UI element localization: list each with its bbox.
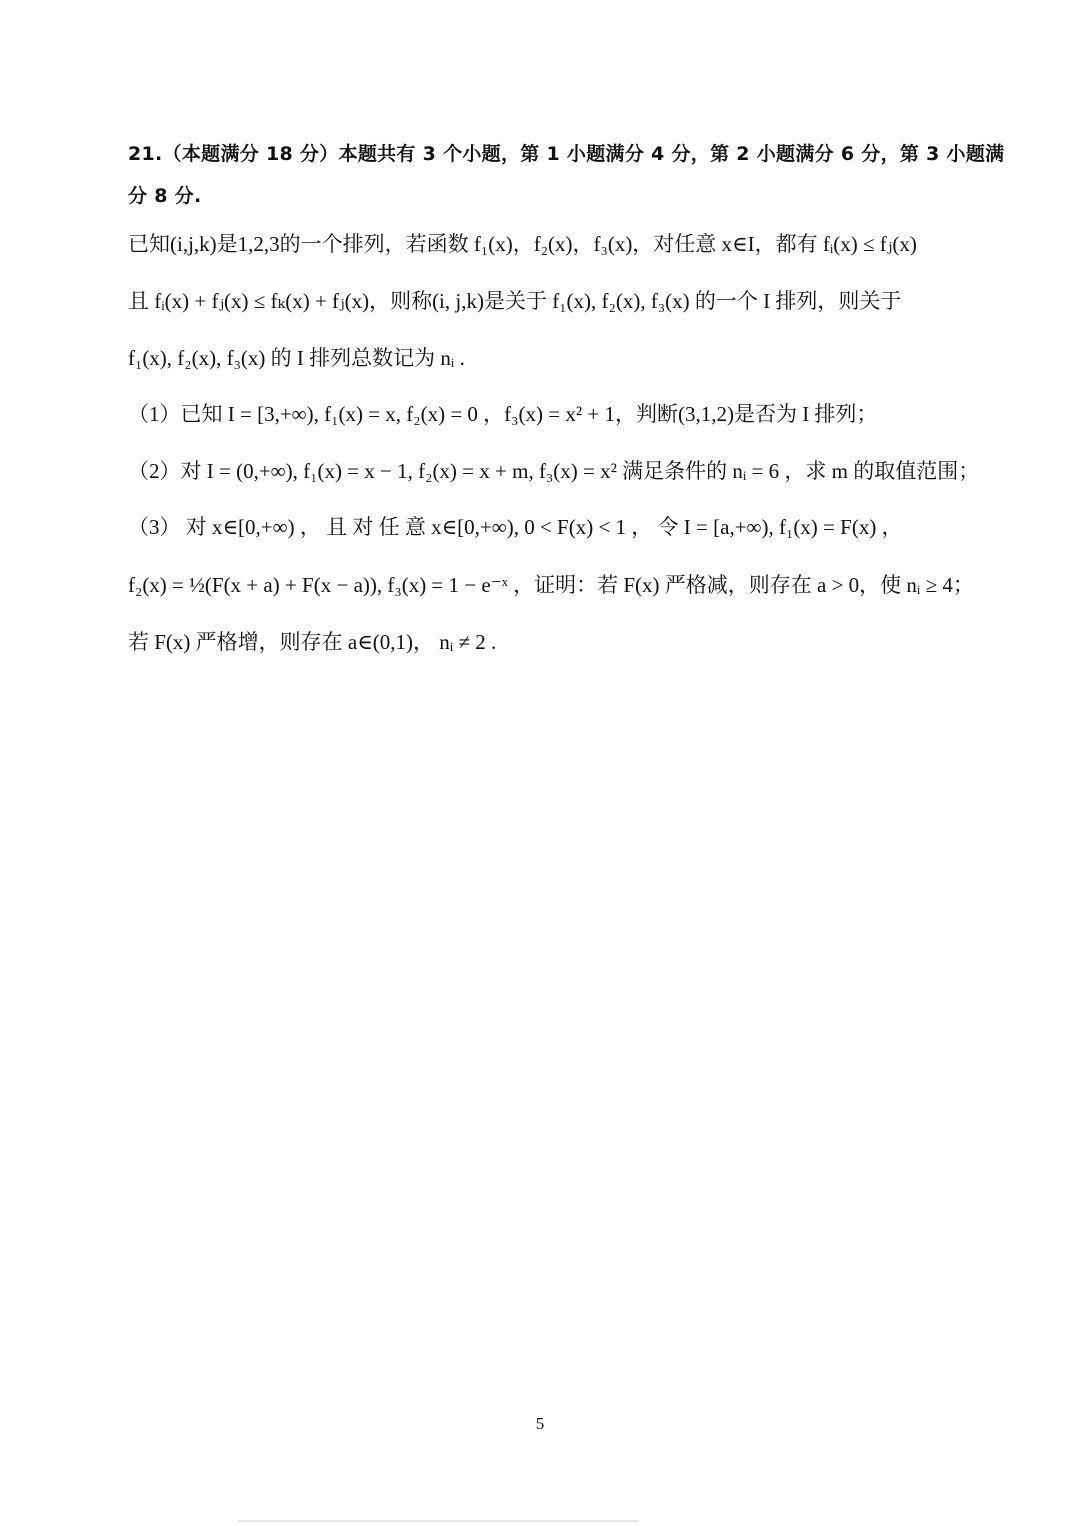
problem-intro-line2: 且 fᵢ(x) + fⱼ(x) ≤ fₖ(x) + fⱼ(x)，则称(i, j,k)是关于 f₁(x), f₂(x), f₃(x) 的一个 I 排列，则关于 [128,289,902,313]
page-number: 5 [535,1414,545,1433]
scan-bottom-edge [238,1520,638,1522]
problem-part3-line3: 若 F(x) 严格增，则存在 a∈(0,1)， nᵢ ≠ 2 . [128,630,497,654]
problem-part2: （2）对 I = (0,+∞), f₁(x) = x − 1, f₂(x) = x + m, f₃(x) = x² 满足条件的 nᵢ = 6 ，求 m 的取值范围； [128,459,980,483]
problem-part3-line1: （3） 对 x∈[0,+∞) ， 且 对 任 意 x∈[0,+∞), 0 < F(x) < 1 ， 令 I = [a,+∞), f₁(x) = F(x) ， [128,515,903,539]
problem-part3-line2: f₂(x) = ½(F(x + a) + F(x − a)), f₃(x) = 1 − e⁻ˣ ，证明：若 F(x) 严格减，则存在 a > 0，使 nᵢ ≥ 4； [128,573,974,597]
problem-heading-line1: 21.（本题满分 18 分）本题共有 3 个小题，第 1 小题满分 4 分，第 2 小题满分 6 分，第 3 小题满 [128,143,1005,165]
problem-intro-line3: f₁(x), f₂(x), f₃(x) 的 I 排列总数记为 nᵢ . [128,346,465,370]
problem-intro-line1: 已知(i,j,k)是1,2,3的一个排列，若函数 f₁(x)，f₂(x)，f₃(x)，对任意 x∈I，都有 fᵢ(x) ≤ fⱼ(x) [128,232,917,256]
problem-part1: （1）已知 I = [3,+∞), f₁(x) = x, f₂(x) = 0 ，f₃(x) = x² + 1，判断(3,1,2)是否为 I 排列； [128,402,878,426]
problem-heading-line2: 分 8 分. [128,185,202,207]
